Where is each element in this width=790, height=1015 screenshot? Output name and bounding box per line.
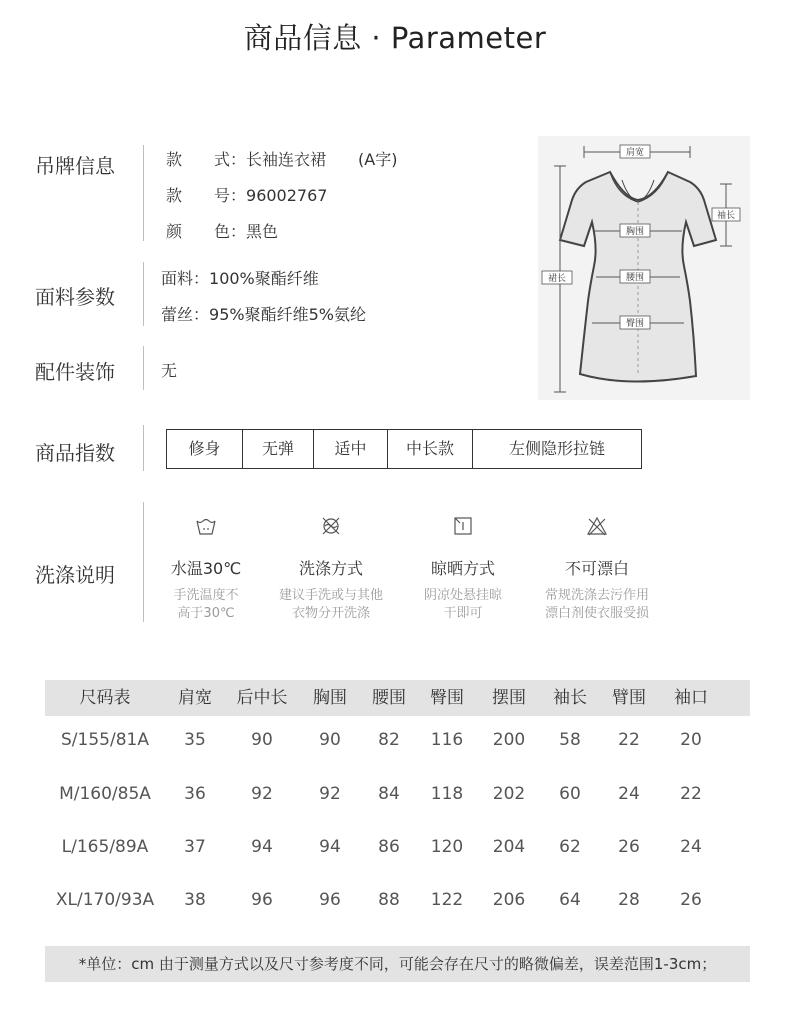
label-hip: 臀围	[625, 319, 645, 329]
care-title: 晾晒方式	[430, 559, 495, 578]
accessory-label: 配件装饰	[35, 360, 115, 384]
table-cell: 28	[618, 890, 640, 910]
index-boxes	[166, 429, 642, 469]
divider	[143, 346, 144, 390]
care-desc-line: 建议手洗或与其他	[278, 588, 383, 603]
dress-diagram	[538, 136, 750, 400]
care-desc	[537, 587, 657, 623]
table-cell: 20	[680, 730, 702, 750]
table-cell: 118	[430, 784, 464, 804]
header-cell: 臂围	[612, 688, 646, 708]
style-row	[166, 147, 397, 170]
table-cell: 92	[251, 784, 273, 804]
table-cell: 120	[430, 837, 464, 857]
care-desc-line: 衣物分开洗涤	[291, 606, 370, 621]
table-cell: 92	[319, 784, 341, 804]
table-cell: S/155/81A	[61, 730, 149, 750]
table-cell: 90	[319, 730, 341, 750]
line-dry-shade-icon	[452, 515, 474, 537]
table-cell: 58	[559, 730, 581, 750]
care-desc-line: 手洗温度不	[173, 588, 239, 603]
row-value: 100%聚酯纤维	[209, 269, 319, 288]
care-item-temperature	[146, 515, 266, 623]
measurement-note: *单位：cm 由于测量方式以及尺寸参考度不同，可能会存在尺寸的略微偏差，误差范围1-3cm；	[45, 946, 750, 982]
divider	[143, 145, 144, 241]
fabric-label: 面料参数	[35, 285, 115, 309]
care-title: 不可漂白	[564, 559, 629, 578]
care-desc-line: 高于30℃	[177, 606, 235, 621]
index-thickness: 适中	[314, 430, 388, 468]
tag-info-label: 吊牌信息	[35, 154, 115, 178]
care-title: 水温30℃	[170, 559, 242, 578]
no-machine-wash-icon	[320, 515, 342, 537]
care-item-bleach	[537, 515, 657, 623]
row-value: 95%聚酯纤维5%氨纶	[209, 305, 366, 324]
table-cell: L/165/89A	[61, 837, 149, 857]
table-cell: 88	[378, 890, 400, 910]
table-cell: 37	[184, 837, 206, 857]
table-cell: 96	[319, 890, 341, 910]
care-desc	[271, 587, 391, 623]
table-cell: 86	[378, 837, 400, 857]
care-desc	[146, 587, 266, 623]
table-cell: 22	[618, 730, 640, 750]
table-cell: 90	[251, 730, 273, 750]
table-cell: 36	[184, 784, 206, 804]
table-cell: 94	[319, 837, 341, 857]
care-desc-line: 常规洗涤去污作用	[544, 588, 649, 603]
divider	[143, 502, 144, 622]
row-value: 长袖连衣裙 (A字)	[246, 150, 398, 169]
table-cell: 96	[251, 890, 273, 910]
table-row	[45, 784, 750, 804]
care-desc-line: 漂白剂使衣服受损	[544, 606, 649, 621]
table-cell: M/160/85A	[59, 784, 151, 804]
table-cell: 35	[184, 730, 206, 750]
table-cell: 24	[618, 784, 640, 804]
table-cell: 38	[184, 890, 206, 910]
care-desc	[403, 587, 523, 623]
label-shoulder: 肩宽	[625, 148, 645, 158]
header-cell: 袖长	[553, 688, 587, 708]
label-waist: 腰围	[625, 273, 645, 283]
table-row	[45, 730, 750, 750]
index-zipper: 左侧隐形拉链	[508, 439, 605, 458]
fabric-row	[161, 266, 319, 289]
index-length: 中长款	[388, 430, 473, 468]
no-bleach-icon	[586, 515, 608, 537]
label-length: 裙长	[547, 274, 567, 284]
wash-30-icon	[195, 515, 217, 537]
table-cell: XL/170/93A	[55, 890, 155, 910]
table-cell: 204	[492, 837, 526, 857]
table-cell: 26	[618, 837, 640, 857]
row-key: 蕾丝：	[161, 305, 210, 324]
table-cell: 64	[559, 890, 581, 910]
style-number-row	[166, 183, 327, 206]
care-title: 洗涤方式	[298, 559, 363, 578]
accessory-value: 无	[161, 361, 178, 380]
table-cell: 94	[251, 837, 273, 857]
table-cell: 202	[492, 784, 526, 804]
table-cell: 122	[430, 890, 464, 910]
index-elasticity: 无弹	[243, 430, 314, 468]
care-desc-line: 阴凉处悬挂晾	[423, 588, 502, 603]
header-cell: 肩宽	[178, 688, 212, 708]
table-cell: 26	[680, 890, 702, 910]
header-cell: 尺码表	[79, 688, 131, 708]
row-key: 款 号：	[166, 186, 247, 205]
table-cell: 200	[492, 730, 526, 750]
row-key: 颜 色：	[166, 222, 247, 241]
row-key: 面料：	[161, 269, 210, 288]
label-chest: 胸围	[625, 227, 645, 237]
row-value: 黑色	[246, 222, 279, 241]
table-cell: 84	[378, 784, 400, 804]
divider	[143, 425, 144, 471]
table-cell: 62	[559, 837, 581, 857]
divider	[143, 262, 144, 326]
care-item-washing	[271, 515, 391, 623]
row-key: 款 式：	[166, 150, 247, 169]
table-cell: 206	[492, 890, 526, 910]
care-label: 洗涤说明	[35, 563, 115, 587]
header-cell: 腰围	[372, 688, 406, 708]
lace-row	[161, 302, 366, 325]
table-cell: 24	[680, 837, 702, 857]
table-row	[45, 890, 750, 910]
header-cell: 臀围	[430, 688, 464, 708]
table-cell: 60	[559, 784, 581, 804]
table-cell: 116	[430, 730, 464, 750]
row-value: 96002767	[246, 186, 328, 205]
label-sleeve: 袖长	[716, 211, 736, 221]
table-row	[45, 837, 750, 857]
header-cell: 后中长	[236, 688, 288, 708]
table-cell: 82	[378, 730, 400, 750]
table-cell: 22	[680, 784, 702, 804]
care-desc-line: 干即可	[443, 606, 483, 621]
color-row	[166, 219, 278, 242]
dress-illustration	[538, 136, 750, 400]
care-item-drying	[403, 515, 523, 623]
header-cell: 胸围	[313, 688, 347, 708]
header-cell: 袖口	[674, 688, 708, 708]
header-cell: 摆围	[492, 688, 526, 708]
index-label: 商品指数	[35, 441, 115, 465]
size-table-header	[45, 680, 750, 716]
index-fit: 修身	[167, 430, 243, 468]
page-title: 商品信息 · Parameter	[243, 21, 547, 55]
